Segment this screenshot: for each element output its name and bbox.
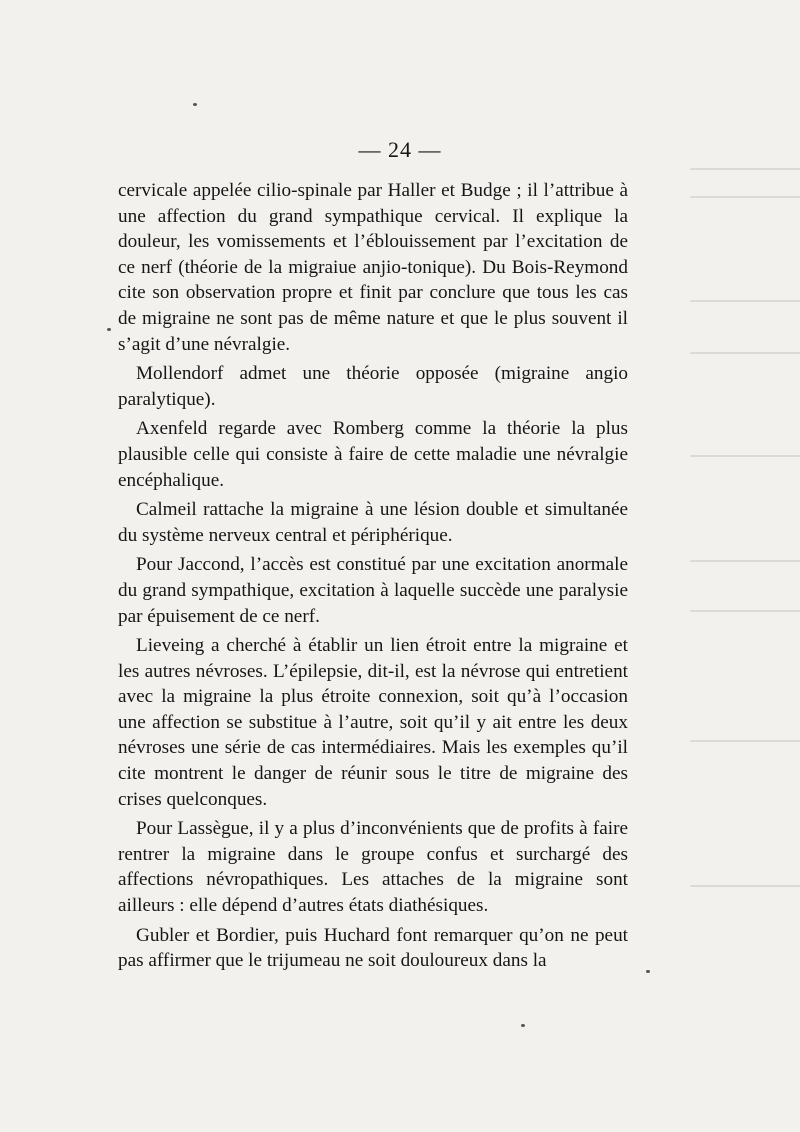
ink-speck bbox=[521, 1024, 525, 1027]
body-text bbox=[118, 178, 628, 978]
paragraph: Lieveing a cherché à établir un lien étroit entre la migraine et les autres névroses. L’épilepsie, dit-il, est la névrose qui entretient avec la migraine la plus étroite connexion, soit qu’à l’occasion une affection se substitue à l’autre, soit qu’il y ait entre les deux névroses une série de cas intermédiaires. Mais les exemples qu’il cite montrent le danger de réunir sous le titre de migraine des crises quelconques. bbox=[118, 635, 628, 810]
bleed-through-mark bbox=[690, 352, 800, 354]
ink-speck bbox=[646, 970, 650, 973]
ink-speck bbox=[107, 328, 111, 331]
paragraph: Pour Jaccond, l’accès est constitué par une excitation anormale du grand sympathique, excitation à laquelle succède une paralysie par épuisement de ce nerf. bbox=[118, 554, 628, 627]
bleed-through-mark bbox=[690, 455, 800, 457]
bleed-through-mark bbox=[690, 740, 800, 742]
paragraph: Pour Lassègue, il y a plus d’inconvénients que de profits à faire rentrer la migraine dans le groupe confus et surchargé des affections névropathiques. Les attaches de la migraine sont ailleurs : elle dépend d’autres états diathésiques. bbox=[118, 818, 628, 917]
bleed-through-mark bbox=[690, 610, 800, 612]
bleed-through-mark bbox=[690, 196, 800, 198]
page-number: — 24 — bbox=[358, 137, 442, 162]
bleed-through-mark bbox=[690, 168, 800, 170]
paragraph: Mollendorf admet une théorie opposée (migraine angio paralytique). bbox=[118, 363, 628, 410]
ink-speck bbox=[193, 103, 197, 106]
paragraph: Calmeil rattache la migraine à une lésion double et simultanée du système nerveux central et périphérique. bbox=[118, 499, 628, 546]
bleed-through-mark bbox=[690, 300, 800, 302]
bleed-through-mark bbox=[690, 560, 800, 562]
paragraph: Axenfeld regarde avec Romberg comme la théorie la plus plausible celle qui consiste à faire de cette maladie une névralgie encéphalique. bbox=[118, 418, 628, 491]
bleed-through-mark bbox=[690, 885, 800, 887]
paragraph: cervicale appelée cilio-spinale par Haller et Budge ; il l’attribue à une affection du grand sympathique cervical. Il explique la douleur, les vomissements et l’éblouissement par l’excitation de ce nerf (théorie de la migraiue anjio-tonique). Du Bois-Reymond cite son observation propre et finit par conclure que tous les cas de migraine ne sont pas de même nature et que le plus souvent il s’agit d’une névralgie. bbox=[118, 180, 628, 355]
paragraph: Gubler et Bordier, puis Huchard font remarquer qu’on ne peut pas affirmer que le trijumeau ne soit douloureux dans la bbox=[118, 924, 628, 972]
